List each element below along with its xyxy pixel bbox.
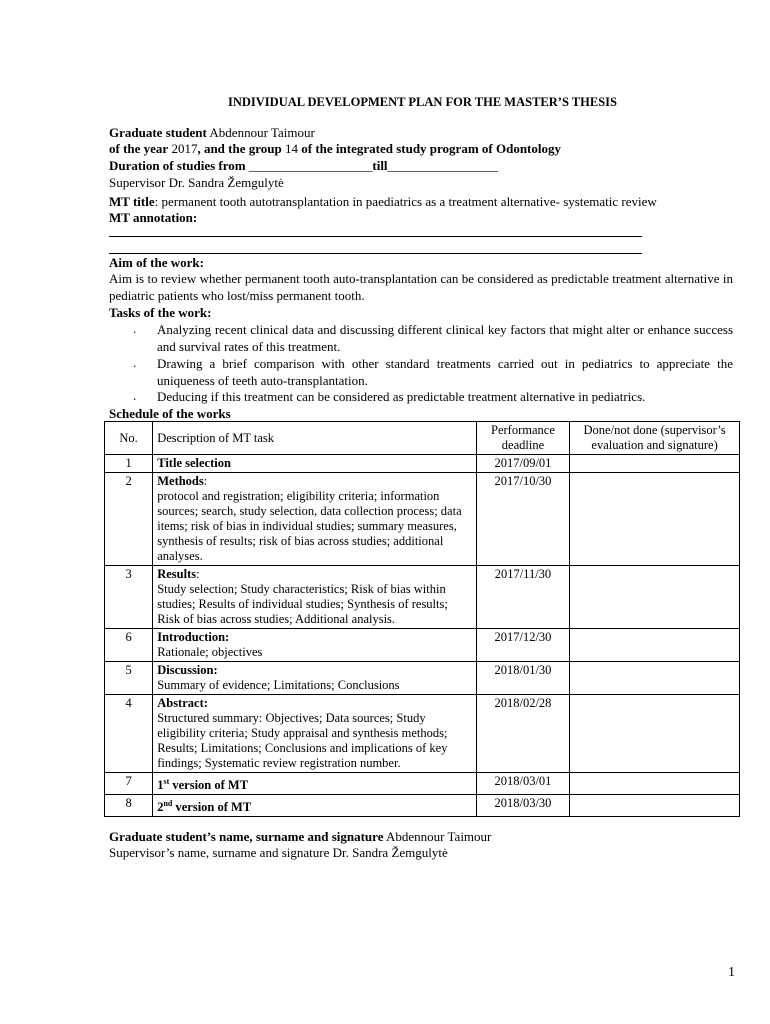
annotation-line	[109, 236, 642, 253]
year-group-line	[109, 140, 561, 157]
task-title: Introduction:	[157, 630, 230, 644]
table-row	[105, 795, 740, 817]
row-done	[570, 773, 740, 795]
task-title: Title selection	[157, 456, 231, 470]
row-no: 3	[105, 566, 153, 629]
student-signature-line	[109, 828, 491, 845]
group-value: 14	[285, 141, 298, 156]
row-description	[153, 773, 477, 795]
row-description	[153, 566, 477, 629]
schedule-table	[104, 421, 740, 817]
table-row	[105, 662, 740, 695]
task-bullet: .	[133, 355, 137, 370]
duration-till-label: till	[372, 158, 388, 173]
row-done	[570, 473, 740, 566]
version-number: 2	[157, 800, 164, 815]
header-done: Done/not done (supervisor’s evaluation and signature)	[570, 422, 740, 455]
document-title: INDIVIDUAL DEVELOPMENT PLAN FOR THE MASTER’S THESIS	[228, 95, 617, 109]
mt-title-label: MT title	[109, 194, 155, 209]
duration-label: Duration of studies from	[109, 158, 246, 173]
task-text: Analyzing recent clinical data and discussing different clinical key factors that might alter or enhance success and survival rates of this treatment.	[157, 322, 733, 354]
table-row	[105, 473, 740, 566]
duration-till-blank: _________________	[387, 158, 499, 173]
row-done	[570, 662, 740, 695]
task-text: Drawing a brief comparison with other standard treatments carried out in pediatrics to appreciate the uniqueness of teeth auto-transplantation.	[157, 356, 733, 388]
task-title: Discussion:	[157, 663, 218, 677]
program-text: of the integrated study program of Odontology	[301, 141, 562, 156]
task-detail: Structured summary: Objectives; Data sources; Study eligibility criteria; Study appraisal and synthesis methods; Results; Limitations; Conclusions and implications of key findings; Systematic review registration number.	[157, 711, 448, 770]
row-no: 6	[105, 629, 153, 662]
aim-text: Aim is to review whether permanent tooth auto-transplantation can be considered as predictable treatment alternative in pediatric patients who lost/miss permanent tooth.	[109, 271, 733, 303]
row-deadline: 2017/12/30	[476, 629, 569, 662]
task-title: version of MT	[172, 800, 252, 815]
header-deadline: Performance deadline	[476, 422, 569, 455]
task-bullet: .	[133, 321, 137, 336]
row-done	[570, 695, 740, 773]
table-row	[105, 629, 740, 662]
task-text: Deducing if this treatment can be considered as predictable treatment alternative in pediatrics.	[157, 389, 646, 404]
year-label: of the year	[109, 141, 169, 156]
row-no: 7	[105, 773, 153, 795]
student-signature-name: Abdennour Taimour	[386, 829, 492, 844]
row-done	[570, 795, 740, 817]
supervisor-signature-line: Supervisor’s name, surname and signature Dr. Sandra Žemgulytė	[109, 845, 448, 860]
row-no: 5	[105, 662, 153, 695]
row-deadline: 2017/09/01	[476, 455, 569, 473]
version-ordinal: st	[163, 777, 170, 786]
duration-line	[109, 157, 498, 174]
task-title: Methods	[157, 474, 204, 488]
row-done	[570, 566, 740, 629]
table-row	[105, 773, 740, 795]
row-deadline: 2018/01/30	[476, 662, 569, 695]
header-no: No.	[105, 422, 153, 455]
row-deadline: 2018/03/01	[476, 773, 569, 795]
row-description	[153, 795, 477, 817]
mt-title-line	[109, 193, 657, 210]
row-description	[153, 629, 477, 662]
page-number: 1	[728, 965, 735, 980]
table-row	[105, 566, 740, 629]
row-description	[153, 455, 477, 473]
row-description	[153, 662, 477, 695]
task-bullet: .	[133, 388, 137, 403]
row-deadline: 2018/02/28	[476, 695, 569, 773]
row-no: 4	[105, 695, 153, 773]
duration-from-blank: ___________________	[248, 158, 373, 173]
task-detail: Study selection; Study characteristics; Risk of bias within studies; Results of individual studies; Synthesis of results; Risk of bias across studies; Additional analysis.	[157, 582, 448, 626]
version-ordinal: nd	[163, 799, 173, 809]
row-description	[153, 695, 477, 773]
task-title-suffix: :	[196, 567, 200, 581]
table-row	[105, 455, 740, 473]
aim-label: Aim of the work:	[109, 255, 204, 270]
row-deadline: 2018/03/30	[476, 795, 569, 817]
header-description: Description of MT task	[153, 422, 477, 455]
mt-title-text: : permanent tooth autotransplantation in paediatrics as a treatment alternative- systematic review	[154, 194, 657, 209]
row-no: 1	[105, 455, 153, 473]
graduate-student-line	[109, 124, 315, 141]
row-no: 2	[105, 473, 153, 566]
task-detail: Summary of evidence; Limitations; Conclusions	[157, 678, 400, 692]
row-description	[153, 473, 477, 566]
row-done	[570, 629, 740, 662]
group-label: , and the group	[197, 141, 282, 156]
student-signature-label: Graduate student’s name, surname and signature	[109, 829, 384, 844]
table-row	[105, 695, 740, 773]
task-title: Abstract:	[157, 696, 208, 710]
row-no: 8	[105, 795, 153, 817]
table-header-row	[105, 422, 740, 455]
graduate-student-label: Graduate student	[109, 125, 207, 140]
task-detail: Rationale; objectives	[157, 645, 263, 659]
supervisor-line: Supervisor Dr. Sandra Žemgulytė	[109, 175, 284, 190]
schedule-label: Schedule of the works	[109, 406, 231, 421]
mt-annotation-label: MT annotation:	[109, 210, 198, 225]
year-value: 2017	[171, 141, 198, 156]
graduate-student-name: Abdennour Taimour	[209, 125, 315, 140]
task-detail: protocol and registration; eligibility criteria; information sources; search, study selection, data collection process; data items; risk of bias in individual studies; summary measures, synthesis of results; risk of bias across studies; additional analyses.	[157, 489, 462, 563]
tasks-label: Tasks of the work:	[109, 305, 212, 320]
row-deadline: 2017/11/30	[476, 566, 569, 629]
row-deadline: 2017/10/30	[476, 473, 569, 566]
task-title: Results	[157, 567, 197, 581]
version-number: 1	[157, 778, 164, 793]
row-done	[570, 455, 740, 473]
task-title-suffix: :	[203, 474, 208, 488]
task-title: version of MT	[169, 778, 249, 793]
